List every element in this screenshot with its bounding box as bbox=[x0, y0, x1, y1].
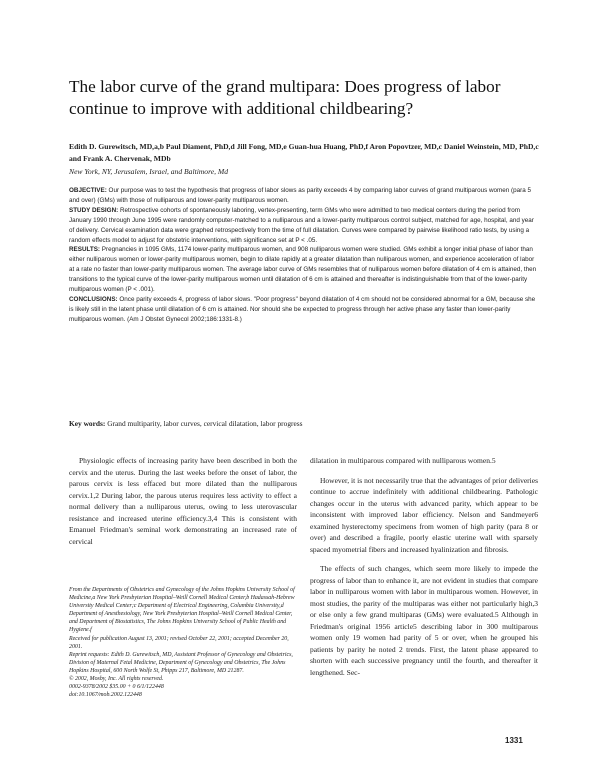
design-text: Retrospective cohorts of spontaneously laboring, vertex-presenting, term GMs who were admitted to two medical centers during the period from January 1990 through June 1995 were randomly computer-matched to a nulliparous and a lower-parity multiparous control subject, matched for age, hospital, and year of delivery. Cervical examination data were graphed retrospectively from the time of full dilatation. Curves were compared by pairwise likelihood ratio tests, by using a random effects model to adjust for obstetric interventions, with significance set at P < .05. bbox=[69, 206, 534, 244]
body-paragraph: Physiologic effects of increasing parity have been described in both the cervix and the uterus. During the last weeks before the onset of labor, the parous cervix is less effaced but more dilated than the nulliparous cervix.1,2 During labor, the parous uterus requires less activity to effect a normal delivery than a nulliparous uterus, owing to less uterovascular resistance and increased uterine efficiency.3,4 This is consistent with Emanuel Friedman's seminal work demonstrating an increased rate of cervical bbox=[69, 456, 297, 546]
body-paragraph: However, it is not necessarily true that the advantages of prior deliveries continue to accrue indefinitely with additional childbearing. Pathologic changes occur in the uterus with advanced parity, which appear to be inconsistent with improved labor efficiency. Nelson and Sandmeyer6 examined hysterectomy specimens from women of high parity (para 8 or over) and described a fragile, poorly elastic uterine wall with sparsely spaced myometrial fibers and increased hyalinization and fibrosis. bbox=[310, 475, 538, 554]
abstract-conclusions bbox=[69, 295, 539, 325]
keywords-text: Grand multiparity, labor curves, cervical dilatation, labor progress bbox=[107, 419, 303, 428]
body-paragraph: dilatation in multiparous compared with nulliparous women.5 bbox=[310, 456, 496, 465]
left-column bbox=[69, 455, 297, 547]
footnote-copyright: © 2002, Mosby, Inc. All rights reserved. bbox=[69, 676, 164, 683]
results-text: Pregnancies in 1095 GMs, 1174 lower-parity multiparous women, and 908 nulliparous women were studied. GMs exhibit a longer initial phase of labor than either nulliparous women or lower-parity multiparous women, begin to dilate rapidly at a greater dilatation than nulliparous women, and experience acceleration of labor at a rate no faster than lower-parity multiparous women. The average labor curve of GMs resembles that of nulliparous women before dilatation of 4 cm is attained, then transitions to the typical curve of the lower-parity multiparous women until dilatation of 6 cm is attained and thereafter is indistinguishable from that of the lower-parity multiparous women (P < .001). bbox=[69, 246, 537, 294]
footnote-reprints: Reprint requests: Edith D. Gurewitsch, MD, Assistant Professor of Gynecology and Obstetrics, Division of Maternal Fetal Medicine, Department of Gynecology and Obstetrics, The Johns Hopkins Hospital, 600 North Wolfe St, Phipps 217, Baltimore, MD 21287. bbox=[69, 651, 293, 674]
footnote-issn: 0002-9378/2002 $35.00 + 0 6/1/122448 bbox=[69, 684, 164, 691]
conclusions-text: Once parity exceeds 4, progress of labor slows. "Poor progress" beyond dilatation of 4 cm should not be considered abnormal for a GM, because she is likely still in the latent phase until dilatation of 6 cm is attained. Nor should she be expected to progress through her active phase any faster than lower-parity multiparous women. (Am J Obstet Gynecol 2002;186:1331-8.) bbox=[69, 295, 536, 323]
abstract-design bbox=[69, 206, 539, 246]
article-title: The labor curve of the grand multipara: Does progress of labor continue to improve with additional childbearing? bbox=[69, 77, 501, 118]
abstract-objective bbox=[69, 186, 539, 206]
page-number: 1331 bbox=[505, 736, 523, 745]
author-location: New York, NY, Jerusalem, Israel, and Baltimore, Md bbox=[69, 167, 229, 176]
footnotes bbox=[69, 586, 297, 699]
design-label: STUDY DESIGN: bbox=[69, 206, 119, 214]
footnote-affiliations: From the Departments of Obstetrics and Gynecology of the Johns Hopkins University School of Medicine,a New York Presbyterian Hospital–Weill Cornell Medical Center,b Hadassah-Hebrew University Medical Center;c Department of Electrical Engineering, Columbia University,d Department of Anesthesiology, New York Presbyterian Hospital–Weill Cornell Medical Center, and Department of Biostatistics, The Johns Hopkins University School of Public Health and Hygiene.f bbox=[69, 587, 295, 634]
keywords-label: Key words: bbox=[69, 419, 106, 428]
abstract-results bbox=[69, 245, 539, 295]
abstract bbox=[69, 186, 539, 325]
objective-text: Our purpose was to test the hypothesis that progress of labor slows as parity exceeds 4 by comparing labor curves of grand multiparous women (para 5 and over) (GMs) with those of nulliparous and lower-parity multiparous women. bbox=[69, 187, 532, 204]
author-list: Edith D. Gurewitsch, MD,a,b Paul Diament, PhD,d Jill Fong, MD,e Guan-hua Huang, PhD,f Aron Popovtzer, MD,c Daniel Weinstein, MD, PhD,c and Frank A. Chervenak, MDb bbox=[69, 142, 539, 163]
results-label: RESULTS: bbox=[69, 246, 101, 254]
right-column bbox=[310, 455, 538, 678]
footnote-received: Received for publication August 13, 2001; revised October 22, 2001; accepted December 20, 2001. bbox=[69, 635, 289, 650]
footnote-doi: doi:10.1067/mob.2002.122448 bbox=[69, 692, 142, 699]
conclusions-label: CONCLUSIONS: bbox=[69, 295, 118, 303]
keywords bbox=[69, 419, 539, 428]
objective-label: OBJECTIVE: bbox=[69, 187, 107, 194]
body-paragraph: The effects of such changes, which seem more likely to impede the progress of labor than to enhance it, are not evident in studies that compare labor in nulliparous women with labor in multiparous women. However, in most studies, the parity of the multiparas was either not particularly high,3 or else only a few grand multiparas (GMs) were evaluated.5 Although in Friedman's original 1956 article5 describing labor in 300 multiparous women only 19 women had parity of 5 or over, when he grouped his patients by parity he noted 2 trends. First, the latent phase appeared to shorten with each successive pregnancy until the fourth, and thereafter it lengthened. Sec- bbox=[310, 564, 538, 677]
